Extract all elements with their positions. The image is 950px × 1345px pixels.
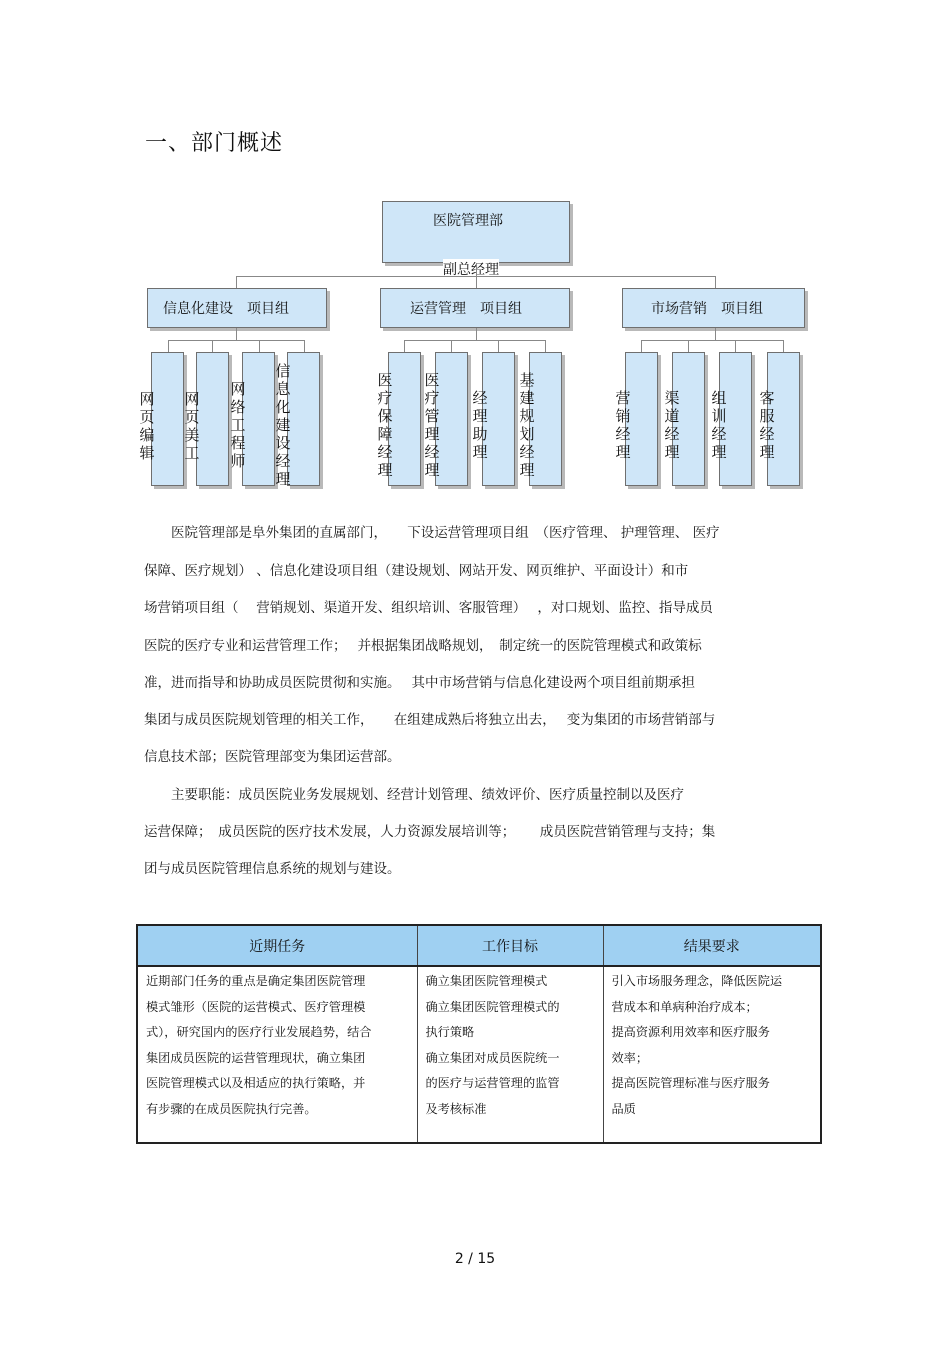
section-heading: 一、部门概述 [145,131,284,156]
connector [641,340,783,341]
paragraph-line: 医院的医疗专业和运营管理工作； 并根据集团战略规划， 制定统一的医院管理模式和政策标 [144,638,702,654]
connector [168,340,169,352]
tasks-table [136,924,822,1144]
group-label-info: 信息化建设 项目组 [163,301,289,317]
top-box-sublabel: 副总经理 [443,259,499,279]
role-label: 网络工程师 [230,380,246,470]
cell-line: 提高资源利用效率和医疗服务 [611,1025,770,1039]
role-label: 渠道经理 [664,389,680,461]
cell-line: 及考核标准 [425,1101,487,1116]
connector [236,276,237,288]
connector [168,340,304,341]
connector [641,340,642,352]
connector [715,276,716,288]
paragraph-line: 医院管理部是阜外集团的直属部门， 下设运营管理项目组 （医疗管理、 护理管理、 医疗 [144,525,720,541]
connector [498,340,499,352]
group-label-ops: 运营管理 项目组 [410,301,522,317]
connector [259,340,260,352]
connector [476,263,477,277]
paragraph-line: 运营保障； 成员医院的医疗技术发展，人力资源发展培训等； 成员医院营销管理与支持；集 [144,824,716,840]
paragraph-line: 主要职能：成员医院业务发展规划、经营计划管理、绩效评价、医疗质量控制以及医疗 [144,787,684,803]
cell-line: 引入市场服务理念，降低医院运 [611,974,783,988]
role-label: 营销经理 [615,389,631,461]
cell-line: 营成本和单病种治疗成本； [611,999,758,1014]
cell-line: 式），研究国内的医疗行业发展趋势，结合 [146,1025,372,1039]
paragraph-line: 保障、医疗规划） 、信息化建设项目组（建设规划、网站开发、网页维护、平面设计）和市 [144,563,689,579]
cell-line: 确立集团医院管理模式 [425,974,548,988]
role-label: 客服经理 [759,389,775,461]
cell-result-requirements [603,966,821,1143]
role-label: 医疗保障经理 [377,371,393,479]
paragraph-line: 团与成员医院管理信息系统的规划与建设。 [144,861,401,877]
paragraph-line: 场营销项目组（ 营销规划、渠道开发、组织培训、客服管理） ，对口规划、监控、指导成员 [144,600,713,616]
role-label: 信息化建设经理 [275,362,291,488]
table-header-row [137,925,821,966]
cell-line: 模式雏形（医院的运营模式、医疗管理模 [146,999,366,1014]
connector [783,340,784,352]
cell-line: 提高医院管理标准与医疗服务 [611,1076,770,1090]
connector [688,340,689,352]
connector [545,340,546,352]
cell-line: 执行策略 [425,1025,475,1039]
connector [236,328,237,340]
connector [735,340,736,352]
cell-line: 确立集团对成员医院统一 [425,1050,560,1065]
table-row [137,966,821,1143]
role-label: 医疗管理经理 [424,371,440,479]
role-label: 组训经理 [711,389,727,461]
cell-line: 医院管理模式以及相适应的执行策略，并 [146,1076,366,1090]
cell-line: 品质 [611,1101,636,1116]
cell-line: 效率； [611,1050,649,1065]
paragraph-line: 准，进而指导和协助成员医院贯彻和实施。 其中市场营销与信息化建设两个项目组前期承担 [144,675,696,691]
connector [404,340,405,352]
role-label: 网页美工 [184,390,200,462]
paragraph-line: 集团与成员医院规划管理的相关工作， 在组建成熟后将独立出去， 变为集团的市场营销部与 [144,712,716,728]
header-recent-tasks: 近期任务 [137,925,417,966]
connector [451,340,452,352]
connector [715,328,716,340]
group-label-market: 市场营销 项目组 [651,301,763,317]
cell-line: 的医疗与运营管理的监管 [425,1076,560,1090]
cell-line: 集团成员医院的运营管理现状，确立集团 [146,1050,366,1065]
connector [304,340,305,352]
cell-line: 近期部门任务的重点是确定集团医院管理 [146,974,366,988]
connector [404,340,545,341]
cell-line: 确立集团医院管理模式的 [425,999,560,1014]
top-box-label: 医院管理部 [433,213,503,229]
role-label: 基建规划经理 [519,371,535,479]
role-label: 经理助理 [472,389,488,461]
cell-line: 有步骤的在成员医院执行完善。 [146,1101,317,1116]
connector [476,328,477,340]
role-label: 网页编辑 [139,390,155,462]
header-work-goal: 工作目标 [417,925,603,966]
connector [476,276,477,288]
cell-work-goal [417,966,603,1143]
cell-recent-tasks [137,966,417,1143]
page-number: 2 / 15 [454,1251,496,1267]
connector [212,340,213,352]
header-result-requirements: 结果要求 [603,925,821,966]
paragraph-line: 信息技术部；医院管理部变为集团运营部。 [144,749,401,765]
